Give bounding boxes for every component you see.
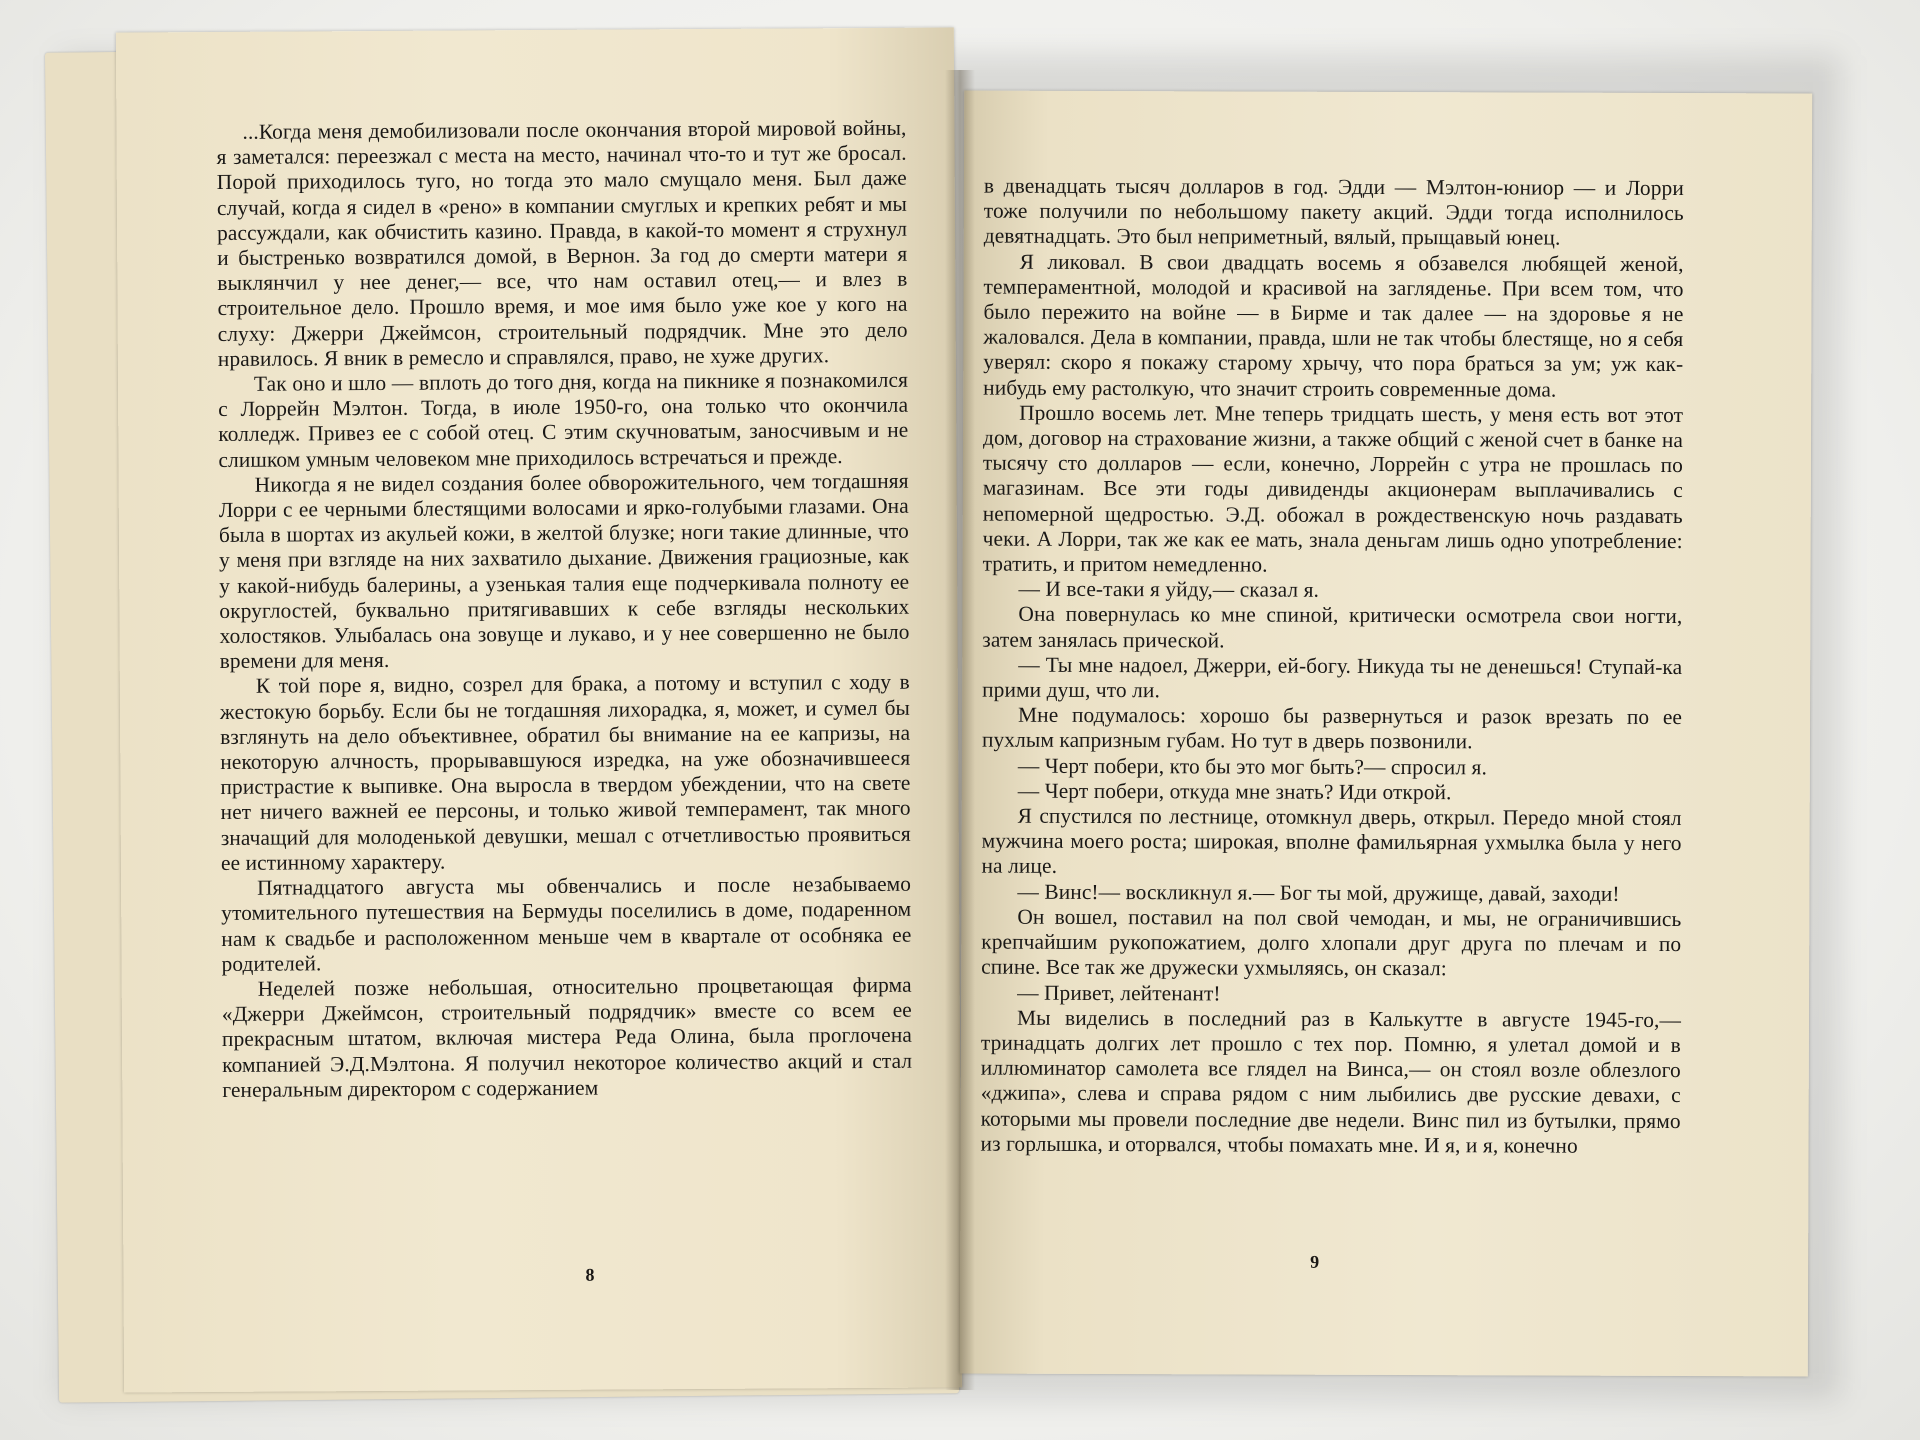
paragraph: Прошло восемь лет. Мне теперь тридцать шесть, у меня есть вот этот дом, договор на страхование жизни, а также общий с женой счет в банке на тысячу сто долларов — если, конечно, Лоррейн с утра не прошлась по магазинам. Все эти годы дивиденды акционерам выплачивались с непомерной щедростью. Э.Д. обожал в рождественскую ночь раздавать чеки. А Лорри, так же как ее мать, знала деньгам лишь одно употребление: тратить, и притом немедленно. xyxy=(982,400,1684,577)
paragraph: К той поре я, видно, созрел для брака, а потому и вступил с ходу в жестокую борьбу. Если бы не тогдашняя лихорадка, я, может, и сумел бы взглянуть на дело объективнее, обратил бы внимание на ее капризы, на некоторую алчность, прорывавшуюся изредка, на уже обозначившееся пристрастие к выпивке. Она выросла в твердом убеждении, что на свете нет ничего важней ее персоны, и только живой темперамент, так много значащий для молоденькой девушки, мешал с отчетливостью проявиться ее истинному характеру. xyxy=(219,670,911,875)
paragraph: в двенадцать тысяч долларов в год. Эдди — Мэлтон-юниор — и Лорри тоже получили по небольшому пакету акций. Эдди тогда исполнилось девятнадцать. Это был неприметный, вялый, прыщавый юнец. xyxy=(983,173,1684,251)
left-page xyxy=(116,27,962,1392)
paragraph: — Черт побери, откуда мне знать? Иди открой. xyxy=(1017,778,1452,805)
paragraph: Никогда я не видел создания более обворожительного, чем тогдашняя Лорри с ее черными блестящими волосами и ярко-голубыми глазами. Она была в шортах из акульей кожи, в желтой блузке; ноги такие длинные, что у меня при взгляде на них захватило дыхание. Движения грациозные, как у какой-нибудь балерины, а узенькая талия еще подчеркивала полноту ее округлостей, буквально притягивавших к себе взгляды нескольких холостяков. Улыбалась она зовуще и лукаво, и у нее совершенно не было времени для меня. xyxy=(218,468,910,674)
paragraph: Мы виделись в последний раз в Калькутте в августе 1945-го,— тринадцать долгих лет прошло с тех пор. Помню, я улетал домой и в иллюминатор самолета все глядел на Винса,— он стоял возле облезлого «джипа», слева и справа рядом с ним лыбились две русские девахи, с которыми мы провели последние две недели. Винс пил из бутылки, прямо из горлышка, и оторвался, чтобы помахать мне. И я, и я, конечно xyxy=(980,1005,1682,1158)
right-page-text xyxy=(981,174,1684,1159)
page-number-right: 9 xyxy=(1310,1251,1320,1272)
right-page xyxy=(960,91,1812,1377)
paragraph: — Привет, лейтенант! xyxy=(1017,980,1221,1005)
paragraph: Я ликовал. В свои двадцать восемь я обзавелся любящей женой, темпераментной, молодой и красивой на загляденье. При всем том, что было пережито на войне — в Бирме и так далее — на здоровье я не жаловался. Дела в компании, правда, шли не так чтобы блестяще, но я себя уверял: скоро я покажу старому хрычу, что пора браться за ум; уж как-нибудь ему растолкую, что значит строить современные дома. xyxy=(983,249,1684,402)
paragraph: — И все-таки я уйду,— сказал я. xyxy=(1018,576,1320,603)
paragraph: Пятнадцатого августа мы обвенчались и после незабываемо утомительного путешествия на Бермуды поселились в доме, подаренном нам к свадьбе и расположенном меньше чем в квартале от особняка ее родителей. xyxy=(221,871,912,976)
left-page-text xyxy=(216,116,912,1103)
paragraph: Мне подумалось: хорошо бы развернуться и разок врезать по ее пухлым капризным губам. Но тут в дверь позвонили. xyxy=(981,702,1683,754)
paragraph: Он вошел, поставил на пол свой чемодан, и мы, не ограничившись крепчайшим рукопожатием, долго хлопали друг друга по плечам и по спине. Все так же дружески ухмыляясь, он сказал: xyxy=(981,904,1682,981)
paragraph: Я спустился по лестнице, отомкнул дверь, открыл. Передо мной стоял мужчина моего роста; широкая, вполне фамильярная ухмылка была у него на лице. xyxy=(981,803,1682,879)
paragraph: Неделей позже небольшая, относительно процветающая фирма «Джерри Джеймсон, строительный подрядчик» вместе со всем ее прекрасным штатом, включая мистера Реда Олина, была проглочена компанией Э.Д.Мэлтона. Я получил некоторое количество акций и стал генеральным директором с содержанием xyxy=(221,972,913,1102)
paragraph: Так оно и шло — вплоть до того дня, когда на пикнике я познакомился с Лоррейн Мэлтон. Тогда, в июле 1950-го, она только что окончила колледж. Привез ее с собой отец. С этим скучноватым, заносчивым и не слишком умным человеком мне приходилось встречаться и прежде. xyxy=(218,367,909,472)
book-gutter xyxy=(945,70,975,1390)
page-number-left: 8 xyxy=(585,1264,595,1285)
paragraph: — Винс!— воскликнул я.— Бог ты мой, дружище, давай, заходи! xyxy=(1017,879,1620,906)
paragraph: ...Когда меня демобилизовали после окончания второй мировой войны, я заметался: переезжал с места на место, начинал что-то и тут же бросал. Порой приходилось туго, но тогда это мало смущало меня. Был даже случай, когда я сидел в «рено» в компании смуглых и крепких ребят и мы рассуждали, как обчистить казино. Правда, в какой-то момент я струхнул и быстренько возвратился домой, в Вернон. За год до смерти матери я выклянчил у нее денег,— все, что нам оставил отец,— и влез в строительное дело. Прошло время, и мое имя было уже кое у кого на слуху: Джерри Джеймсон, строительный подрядчик. Мне это дело нравилось. Я вник в ремесло и справлялся, право, не хуже других. xyxy=(216,115,908,371)
paragraph: — Ты мне надоел, Джерри, ей-богу. Никуда ты не денешься! Ступай-ка прими душ, что ли. xyxy=(982,652,1683,703)
paragraph: — Черт побери, кто бы это мог быть?— спросил я. xyxy=(1017,753,1488,780)
paragraph: Она повернулась ко мне спиной, критически осмотрела свои ногти, затем занялась прической. xyxy=(982,602,1683,653)
